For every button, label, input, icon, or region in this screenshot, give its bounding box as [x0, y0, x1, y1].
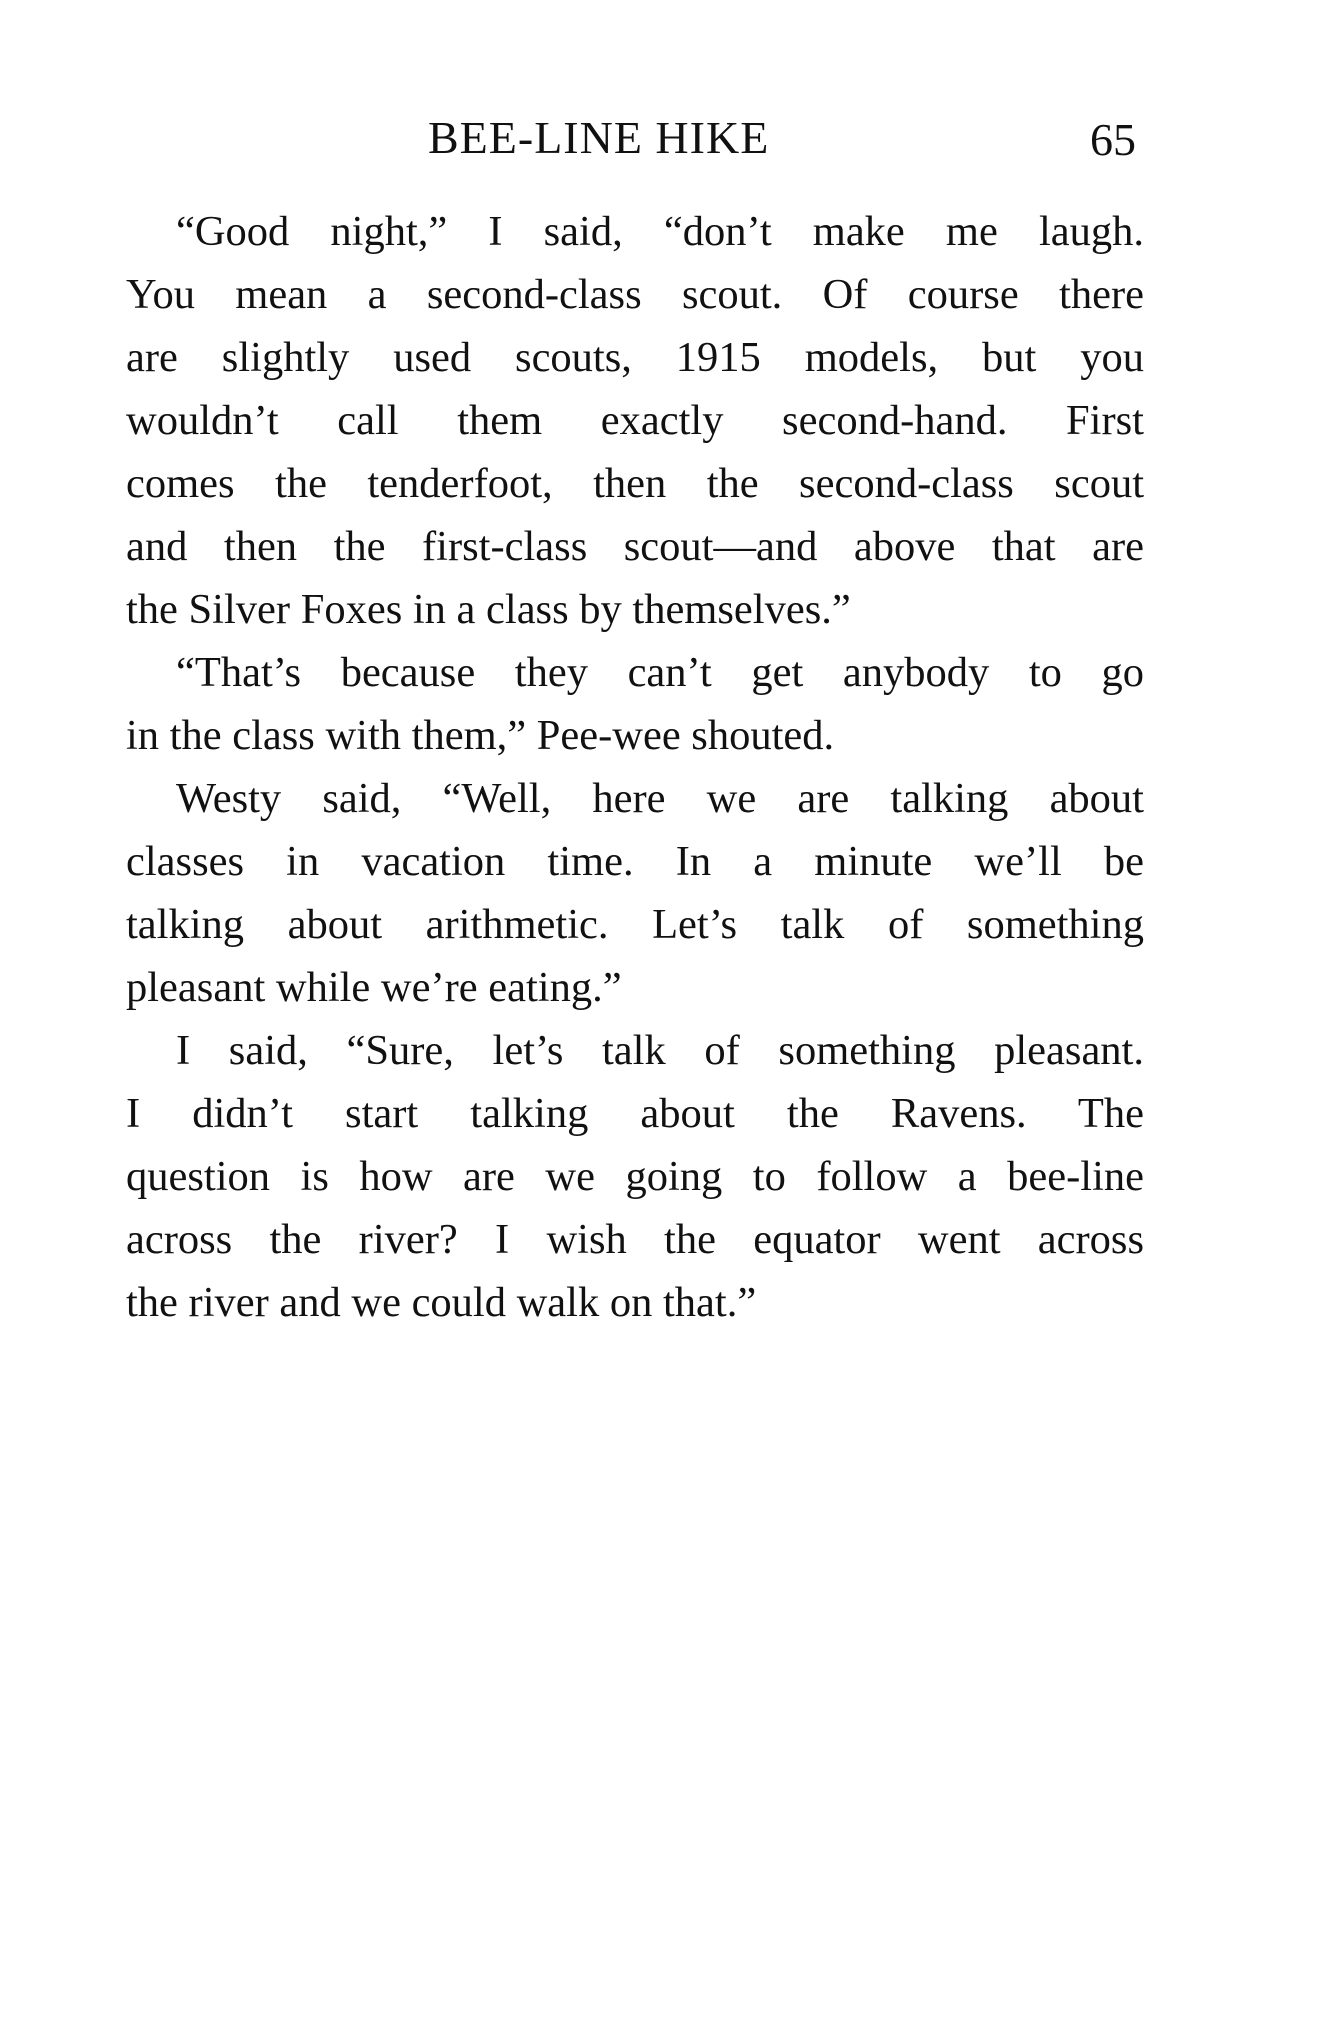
text-line: question is how are we going to follow a bee-line	[126, 1153, 1144, 1200]
text-line: wouldn’t call them exactly second-hand. First	[126, 397, 1144, 444]
text-line: across the river? I wish the equator went across	[126, 1216, 1144, 1263]
text-line: Westy said, “Well, here we are talking about	[176, 775, 1144, 822]
running-head	[0, 108, 1332, 168]
text-line: the Silver Foxes in a class by themselves.”	[126, 586, 851, 633]
text-line: comes the tenderfoot, then the second-class scout	[126, 460, 1144, 507]
text-line: classes in vacation time. In a minute we’ll be	[126, 838, 1144, 885]
body-text	[126, 200, 1144, 1334]
text-line: “That’s because they can’t get anybody to go	[176, 649, 1144, 696]
text-line: and then the first-class scout—and above that are	[126, 523, 1144, 570]
page-number: 65	[1090, 114, 1136, 165]
text-line: in the class with them,” Pee-wee shouted.	[126, 712, 835, 759]
running-title: BEE-LINE HIKE	[428, 112, 770, 163]
text-line: I didn’t start talking about the Ravens. The	[126, 1090, 1144, 1137]
text-line: pleasant while we’re eating.”	[126, 964, 622, 1011]
text-line: the river and we could walk on that.”	[126, 1279, 757, 1326]
text-line: talking about arithmetic. Let’s talk of something	[126, 901, 1144, 948]
text-line: You mean a second-class scout. Of course there	[126, 271, 1144, 318]
text-line: “Good night,” I said, “don’t make me laugh.	[176, 208, 1144, 255]
text-line: I said, “Sure, let’s talk of something pleasant.	[176, 1027, 1144, 1074]
text-line: are slightly used scouts, 1915 models, but you	[126, 334, 1144, 381]
